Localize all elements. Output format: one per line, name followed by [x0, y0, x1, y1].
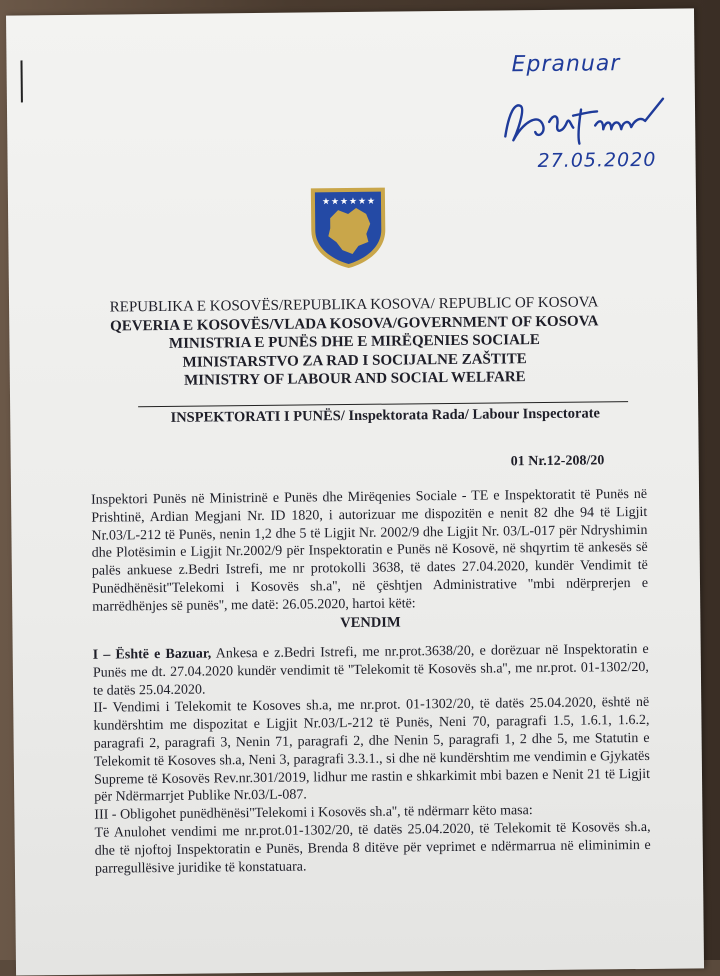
decision-point-1-text: Ankesa e z.Bedri Istrefi, me nr.prot.3638/20, e dorëzuar në Inspektoratin e Punës me dt. 27.04.2020 kundër vendimit të ''Telekomit të Kosovës sh.a'', me nr.prot. 01-1302/20, te datës 25.04.2020. — [92, 641, 649, 699]
decision-body — [93, 641, 651, 878]
kosovo-coat-of-arms — [308, 184, 389, 271]
svg-text:★: ★ — [357, 196, 367, 207]
handwritten-signature — [499, 91, 670, 153]
svg-text:★: ★ — [330, 197, 340, 208]
svg-text:★: ★ — [339, 197, 349, 208]
header-government: QEVERIA E KOSOVËS/VLADA KOSOVA/GOVERNMENT OF KOSOVA — [110, 312, 599, 335]
handwritten-received-note: Epranuar — [511, 51, 621, 78]
svg-text:★: ★ — [366, 196, 376, 207]
header-ministry-english: MINISTRY OF LABOUR AND SOCIAL WELFARE — [183, 369, 526, 389]
svg-text:★: ★ — [348, 196, 358, 208]
svg-text:★: ★ — [321, 197, 331, 208]
decision-point-1 — [93, 641, 650, 700]
inspectorate-title: INSPEKTORATI I PUNËS/ Inspektorata Rada/ Labour Inspectorate — [170, 405, 601, 426]
decision-point-1-lead: I – Është e Bazuar, — [92, 646, 212, 663]
government-header — [69, 293, 640, 391]
intro-paragraph: Inspektori Punës në Ministrinë e Punës dhe Mirëqenies Sociale - TE e Inspektoratit të Punës në Prishtinë, Ardian Megjani Nr. ID 1820, i autorizuar me dispozitën e nenit 82 dhe 94 të Ligjit Nr.03/L-212 të Punës, nenin 1,2 dhe 5 të Ligjit Nr. 2002/9 dhe Ligjit Nr. 03/L-017 për Ndryshimin dhe Plotësimin e Ligjit Nr.2002/9 për Inspektoratin e Punës në Kosovë, në shqyrtim të ankesës së palës ankuese z.Bedri Istrefi, me nr protokolli 3638, të dates 27.04.2020, kundër Vendimit të Punëdhënësit''Telekomi i Kosovës sh.a'', në çështjen Administrative ''mbi ndërprerjen e marrëdhënjes së punës'', me datë: 26.05.2020, hartoi këtë: — [91, 486, 649, 615]
decision-title: VENDIM — [340, 614, 401, 632]
header-republic: REPUBLIKA E KOSOVËS/REPUBLIKA KOSOVA/ REPUBLIC OF KOSOVA — [109, 294, 599, 316]
header-ministry-serbian: MINISTARSTVO ZA RAD I SOCIJALNE ZAŠTITE — [182, 350, 527, 371]
reference-number: 01 Nr.12-208/20 — [510, 453, 605, 470]
decision-measure: Të Anulohet vendimi me nr.prot.01-1302/20, të datës 25.04.2020, të Telekomit të Kosovës sh.a, dhe të njoftoj Inspektoratin e Punës, Brenda 8 ditëve për veprimet e ndërmarrua në eliminimin e parregullësive juridike të konstatuara. — [94, 819, 651, 877]
decision-point-2: II- Vendimi i Telekomit te Kosoves sh.a, me nr.prot. 01-1302/20, të datës 25.04.2020, është në kundërshtim me dispozitat e Ligjit Nr.03/L-212 të Punës, Neni 70, paragrafi 1.5, 1.6.1, 1.6.2, paragrafi 2, paragrafi 3, Nenin 71, paragrafi 2, dhe Nenin 5, paragrafi 1, 2 dhe 5, me Statutin e Telekomit të Kosoves sh.a, Neni 3, paragrafi 3.3.1., si dhe në kundërshtim me vendimin e Gjykatës Supreme të Kosovës Rev.nr.301/2019, lidhur me rastin e shkarkimit mbi bazen e Nenit 21 të Ligjit për Ndërmarrjet Publike Nr.03/L-087. — [93, 695, 651, 806]
margin-mark — [20, 60, 22, 102]
handwritten-date: 27.05.2020 — [537, 148, 657, 173]
header-ministry-albanian: MINISTRIA E PUNËS DHE E MIRËQENIES SOCIALE — [168, 332, 540, 352]
document-page — [6, 8, 704, 975]
decision-point-3: III - Obligohet punëdhënësi''Telekomi i Kosovës sh.a'', të ndërmarr këto masa: — [94, 803, 533, 823]
